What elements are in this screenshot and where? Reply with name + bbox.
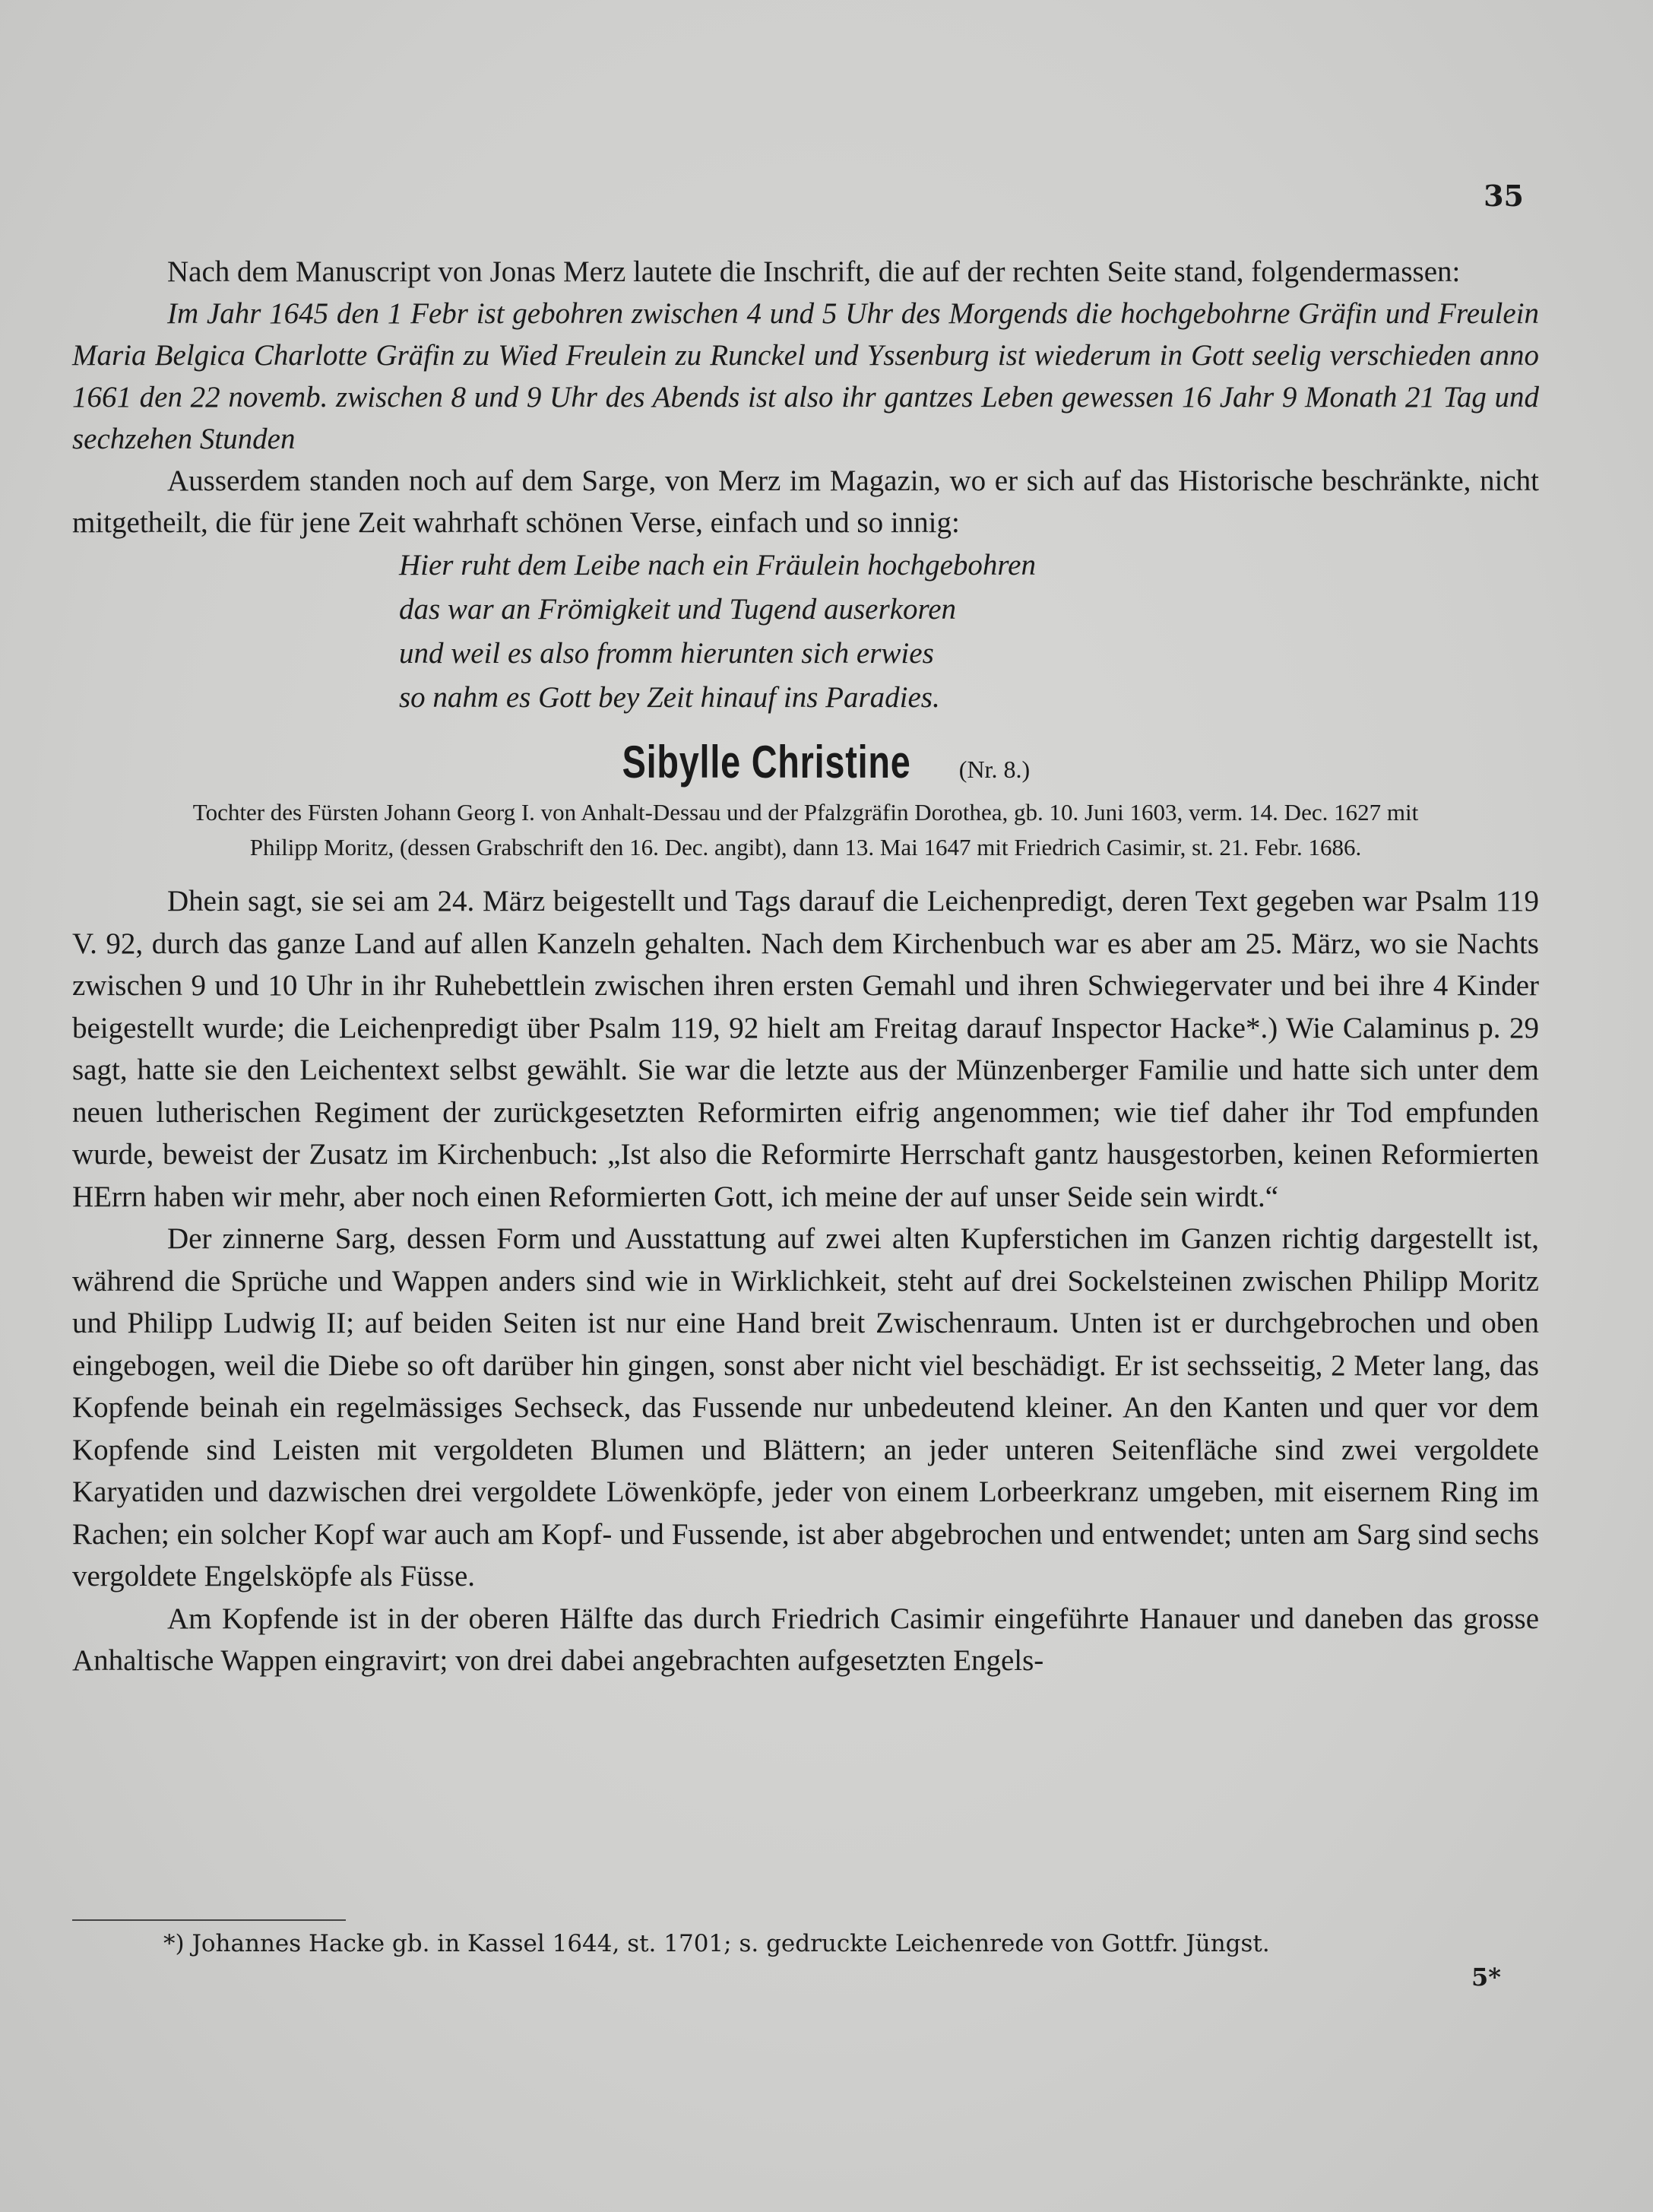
ausserdem-paragraph: Ausserdem standen noch auf dem Sarge, von Merz im Magazin, wo er sich auf das Historische beschränkte, nicht mitgetheilt, die für jene Zeit wahrhaft schönen Verse, einfach und so innig: bbox=[72, 464, 1539, 539]
footnote: *) Johannes Hacke gb. in Kassel 1644, st. 1701; s. gedruckte Leichenrede von Gottfr. Jüngst. bbox=[163, 1930, 1270, 1957]
footnote-divider bbox=[72, 1919, 346, 1921]
biography-note: Tochter des Fürsten Johann Georg I. von Anhalt-Dessau und der Pfalzgräfin Dorothea, gb. 10. Juni 1603, verm. 14. Dec. 1627 mit Philipp Moritz, (dessen Grabschrift den 16. Dec. angibt), dann 13. Mai 1647 mit Friedrich Casimir, st. 21. Febr. 1686. bbox=[192, 799, 1419, 860]
heading-number: (Nr. 8.) bbox=[958, 756, 1031, 783]
verse-line: Hier ruht dem Leibe nach ein Fräulein hochgebohren bbox=[399, 549, 1036, 582]
heading-name: Sibylle Christine bbox=[622, 737, 911, 788]
page-number: 35 bbox=[1484, 179, 1524, 213]
intro-paragraph: Nach dem Manuscript von Jonas Merz lautete die Inschrift, die auf der rechten Seite stand, folgendermassen: bbox=[167, 255, 1461, 288]
body-paragraph: Dhein sagt, sie sei am 24. März beigestellt und Tags darauf die Leichenpredigt, deren Text gegeben war Psalm 119 V. 92, durch das ganze Land auf allen Kanzeln gehalten. Nach dem Kirchenbuch war es aber am 25. März, wo sie Nachts zwischen 9 und 10 Uhr in ihr Ruhebettlein zwischen ihren ersten Gemahl und ihren Schwiegervater und bei ihre 4 Kinder beigestellt wurde; die Leichenpredigt über Psalm 119, 92 hielt am Freitag darauf Inspector Hacke*.) Wie Calaminus p. 29 sagt, hatte sie den Leichentext selbst gewählt. Sie war die letzte aus der Münzenberger Familie und hatte sich unter dem neuen lutherischen Regiment der zurückgesetzten Reformirten eifrig angenommen; wie tief daher ihr Tod empfunden wurde, beweist der Zusatz im Kirchenbuch: „Ist also die Reformirte Herrschaft gantz hausgestorben, keinen Reformierten HErrn haben wir mehr, aber noch einen Reformierten Gott, ich meine der auf unser Seide sein wirdt.“ bbox=[72, 885, 1539, 1213]
verse-block bbox=[72, 543, 1539, 720]
body-paragraph: Der zinnerne Sarg, dessen Form und Ausstattung auf zwei alten Kupferstichen im Ganzen richtig dargestellt ist, während die Sprüche und Wappen anders sind wie in Wirklichkeit, steht auf drei Sockelsteinen zwischen Philipp Moritz und Philipp Ludwig II; auf beiden Seiten ist nur eine Hand breit Zwischenraum. Unten ist er durchgebrochen und oben eingebogen, weil die Diebe so oft darüber hin gingen, sonst aber nicht viel beschädigt. Er ist sechsseitig, 2 Meter lang, das Kopfende beinah ein regelmässiges Sechseck, das Fussende nur unbedeutend kleiner. An den Kanten und quer vor dem Kopfende sind Leisten mit vergoldeten Blumen und Blättern; an jeder unteren Seitenfläche sind zwei vergoldete Karyatiden und dazwischen drei vergoldete Löwenköpfe, jeder von einem Lorbeerkranz umgeben, mit eisernem Ring im Rachen; ein solcher Kopf war auch am Kopf- und Fussende, ist aber abgebrochen und entwendet; unten am Sarg sind sechs vergoldete Engelsköpfe als Füsse. bbox=[72, 1222, 1539, 1592]
body-text bbox=[72, 880, 1539, 1682]
signature-mark: 5* bbox=[1471, 1963, 1501, 1992]
body-paragraph: Am Kopfende ist in der oberen Hälfte das durch Friedrich Casimir eingeführte Hanauer und daneben das grosse Anhaltische Wappen eingravirt; von drei dabei angebrachten aufgesetzten Engels- bbox=[72, 1602, 1539, 1677]
section-heading bbox=[72, 737, 1539, 791]
inscription-paragraph: Im Jahr 1645 den 1 Febr ist gebohren zwischen 4 und 5 Uhr des Morgends die hochgebohrne Gräfin und Freulein Maria Belgica Charlotte Gräfin zu Wied Freulein zu Runckel und Yssenburg ist wiederum in Gott seelig verschieden anno 1661 den 22 novemb. zwischen 8 und 9 Uhr des Abends ist also ihr gantzes Leben gewessen 16 Jahr 9 Monath 21 Tag und sechzehen Stunden bbox=[72, 297, 1539, 455]
verse-line: das war an Frömigkeit und Tugend auserkoren bbox=[399, 593, 957, 626]
verse-line: so nahm es Gott bey Zeit hinauf ins Paradies. bbox=[399, 681, 940, 714]
verse-line: und weil es also fromm hierunten sich erwies bbox=[399, 637, 934, 670]
main-text bbox=[72, 251, 1539, 1682]
